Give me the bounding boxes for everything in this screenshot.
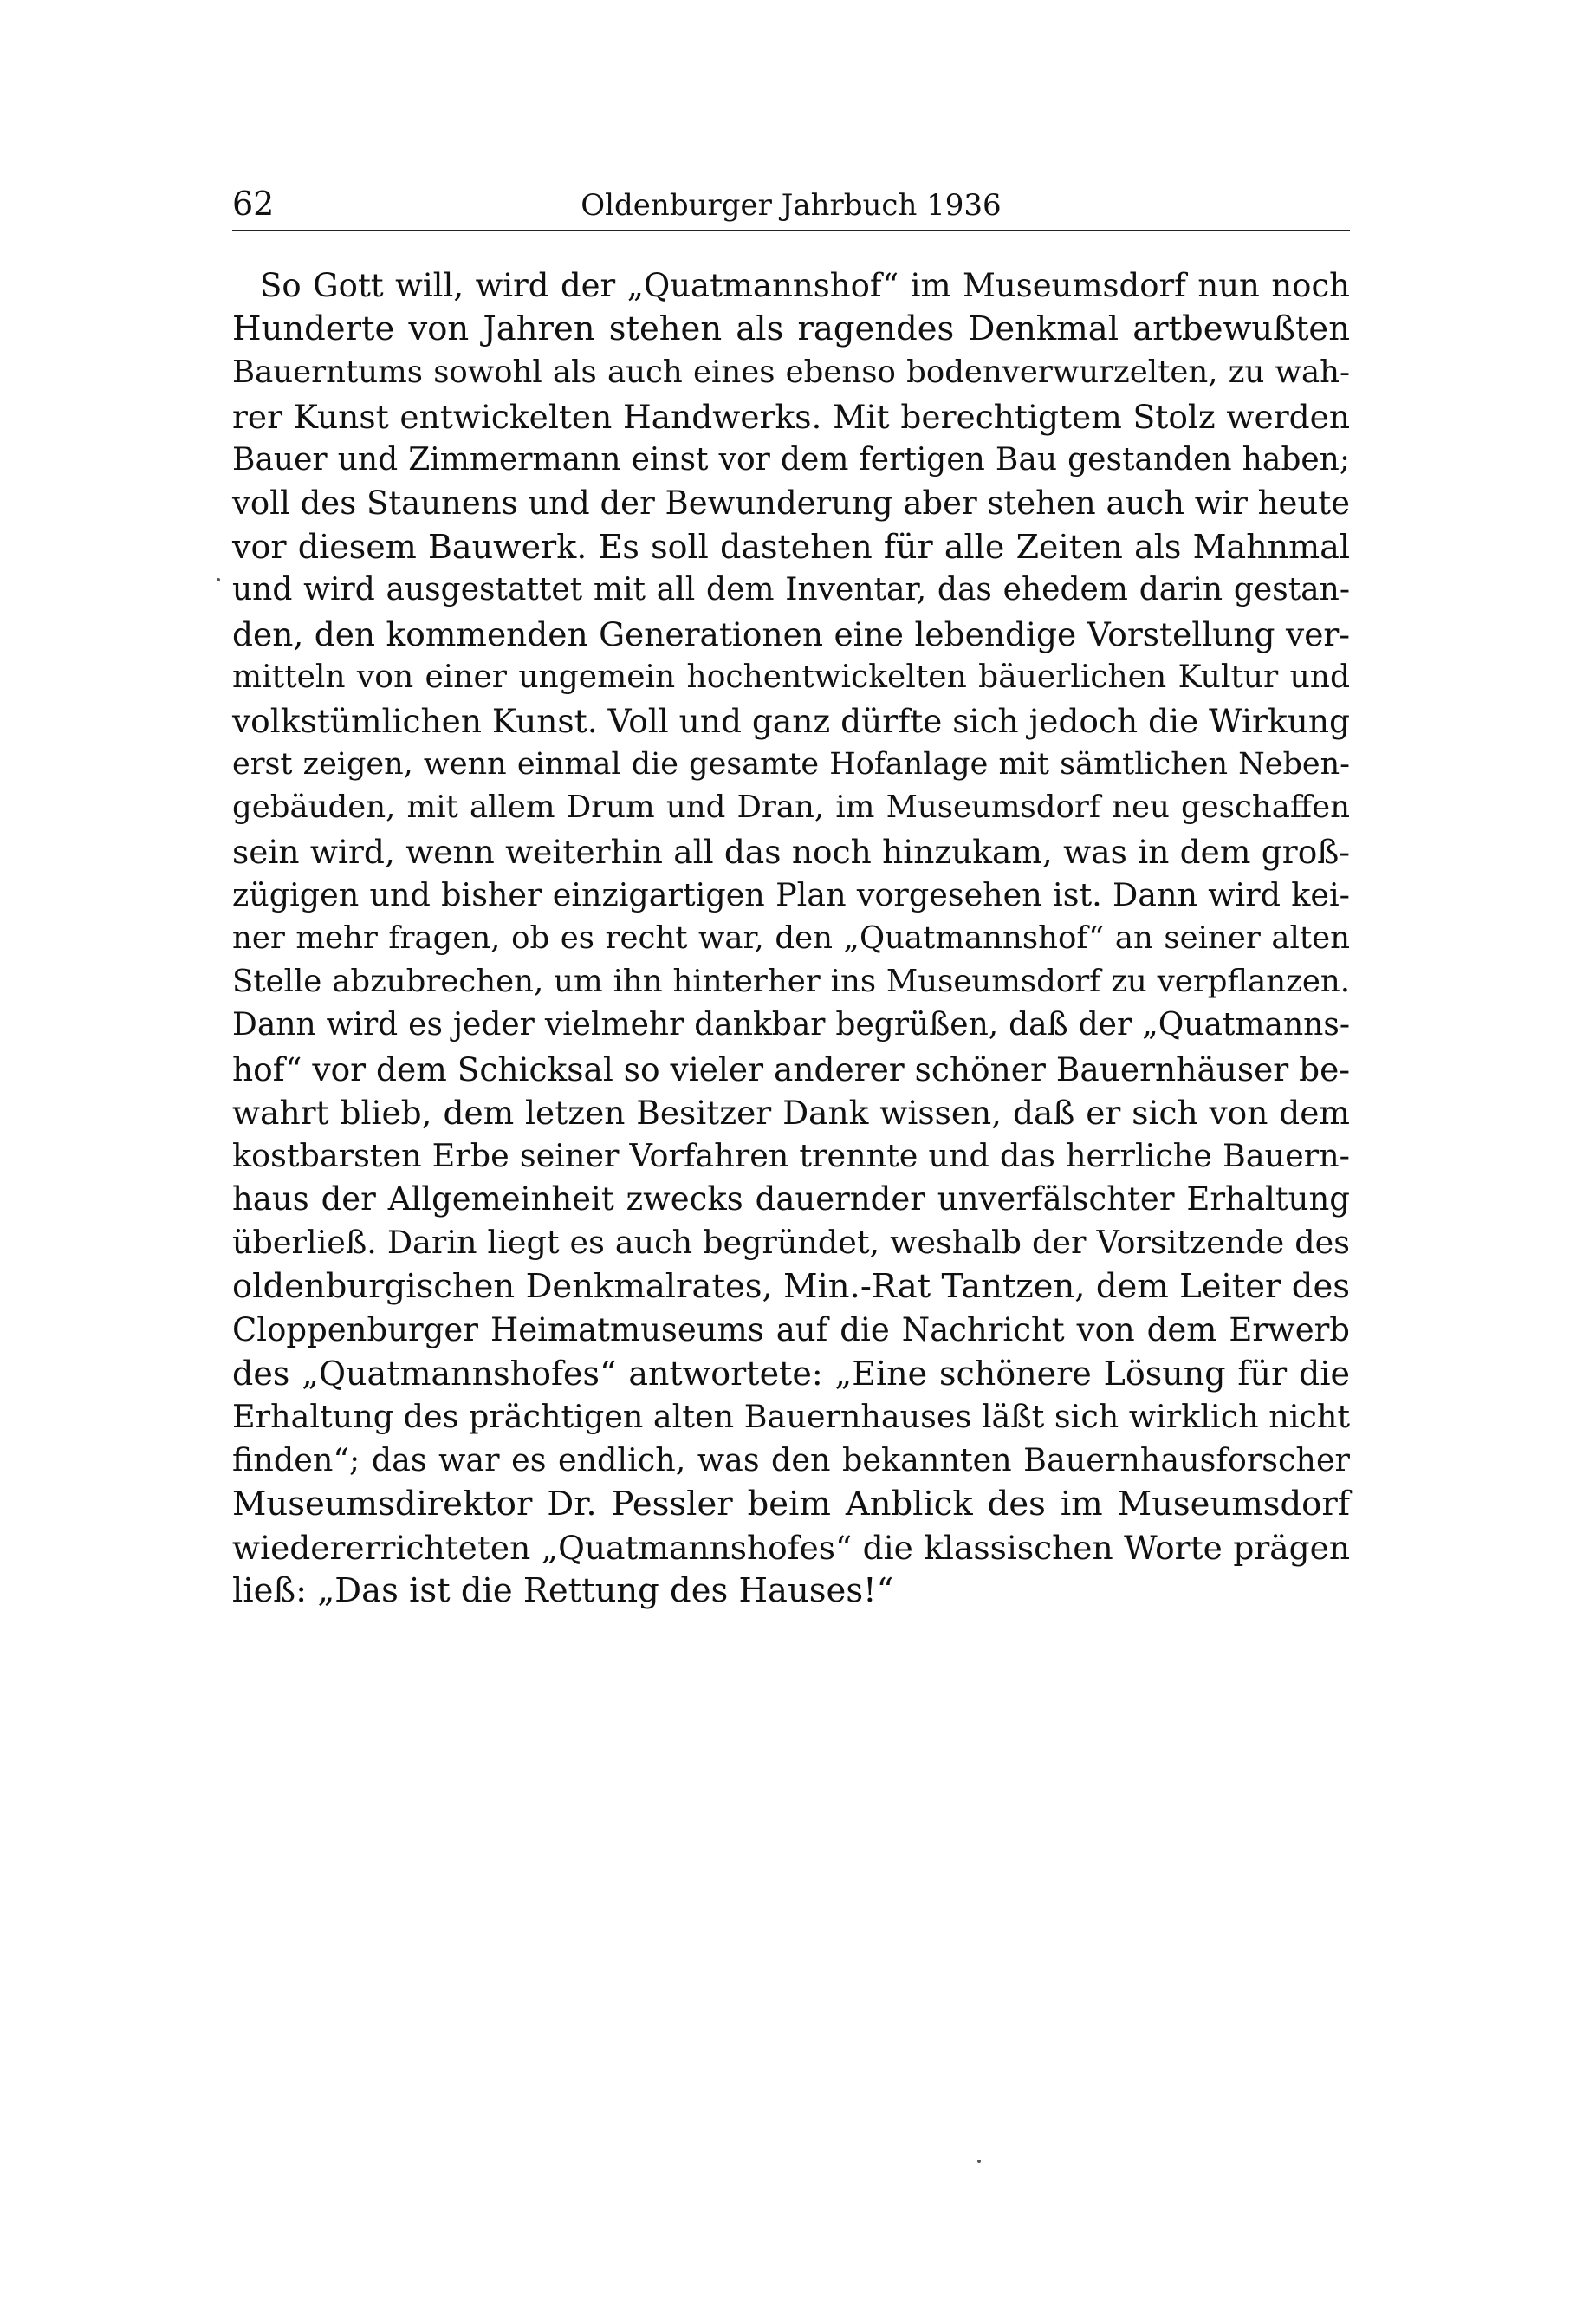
text-line: vor diesem Bauwerk. Es soll dastehen für alle Zeiten als Mahnmal bbox=[232, 528, 1350, 567]
scan-speck bbox=[217, 578, 220, 581]
text-line: und wird ausgestattet mit all dem Inventar, das ehedem darin gestan- bbox=[232, 572, 1350, 608]
text-line: oldenburgischen Denkmalrates, Min.-Rat Tantzen, dem Leiter des bbox=[232, 1266, 1350, 1306]
text-line: Erhaltung des prächtigen alten Bauernhauses läßt sich wirklich nicht bbox=[232, 1398, 1351, 1436]
text-line: sein wird, wenn weiterhin all das noch hinzukam, was in dem groß- bbox=[232, 832, 1350, 871]
text-line: überließ. Darin liegt es auch begründet, weshalb der Vorsitzende des bbox=[232, 1224, 1350, 1262]
text-line: wahrt blieb, dem letzen Besitzer Dank wissen, daß er sich von dem bbox=[232, 1093, 1350, 1132]
text-line: gebäuden, mit allem Drum und Dran, im Museumsdorf neu geschaffen bbox=[232, 789, 1350, 826]
page-number: 62 bbox=[232, 185, 275, 223]
text-line: rer Kunst entwickelten Handwerks. Mit berechtigtem Stolz werden bbox=[232, 397, 1350, 436]
text-line: hof“ vor dem Schicksal so vieler anderer schöner Bauernhäuser be- bbox=[232, 1049, 1350, 1088]
text-line: Museumsdirektor Dr. Pessler beim Anblick des im Museumsdorf bbox=[232, 1484, 1350, 1524]
scan-speck bbox=[977, 2160, 981, 2163]
text-line: des „Quatmannshofes“ antwortete: „Eine schönere Lösung für die bbox=[232, 1355, 1350, 1394]
text-line: Stelle abzubrechen, um ihn hinterher ins Museumsdorf zu verpflanzen. bbox=[232, 964, 1350, 1000]
text-line: ner mehr fragen, ob es recht war, den „Quatmannshof“ an seiner alten bbox=[232, 920, 1350, 957]
text-line: voll des Staunens und der Bewunderung aber stehen auch wir heute bbox=[232, 484, 1350, 523]
text-line: volkstümlichen Kunst. Voll und ganz dürfte sich jedoch die Wirkung bbox=[232, 702, 1350, 741]
text-line: Dann wird es jeder vielmehr dankbar begrüßen, daß der „Quatmanns- bbox=[232, 1007, 1350, 1043]
text-line: wiedererrichteten „Quatmannshofes“ die klassischen Worte prägen bbox=[232, 1528, 1350, 1567]
text-line: den, den kommenden Generationen eine lebendige Vorstellung ver- bbox=[232, 614, 1350, 653]
text-line: kostbarsten Erbe seiner Vorfahren trennte und das herrliche Bauern- bbox=[232, 1137, 1350, 1175]
page-header bbox=[232, 178, 1350, 231]
text-line: zügigen und bisher einzigartigen Plan vorgesehen ist. Dann wird kei- bbox=[232, 875, 1350, 913]
text-line: ließ: „Das ist die Rettung des Hauses!“ bbox=[232, 1571, 894, 1611]
text-line: Bauerntums sowohl als auch eines ebenso bodenverwurzelten, zu wah- bbox=[232, 354, 1350, 391]
text-line: Cloppenburger Heimatmuseums auf die Nachricht von dem Erwerb bbox=[232, 1310, 1350, 1348]
text-line: mitteln von einer ungemein hochentwickelten bäuerlichen Kultur und bbox=[232, 659, 1350, 695]
text-line: Hunderte von Jahren stehen als ragendes Denkmal artbewußten bbox=[232, 309, 1350, 349]
text-line: So Gott will, wird der „Quatmannshof“ im Museumsdorf nun noch bbox=[260, 267, 1350, 304]
running-title: Oldenburger Jahrbuch 1936 bbox=[581, 188, 1002, 223]
text-line: finden“; das war es endlich, was den bekannten Bauernhausforscher bbox=[232, 1441, 1350, 1479]
body-paragraph bbox=[232, 264, 1350, 1613]
text-line: Bauer und Zimmermann einst vor dem fertigen Bau gestanden haben; bbox=[232, 441, 1350, 478]
text-line: haus der Allgemeinheit zwecks dauernder unverfälschter Erhaltung bbox=[232, 1180, 1350, 1218]
text-line: erst zeigen, wenn einmal die gesamte Hofanlage mit sämtlichen Neben- bbox=[232, 747, 1350, 783]
